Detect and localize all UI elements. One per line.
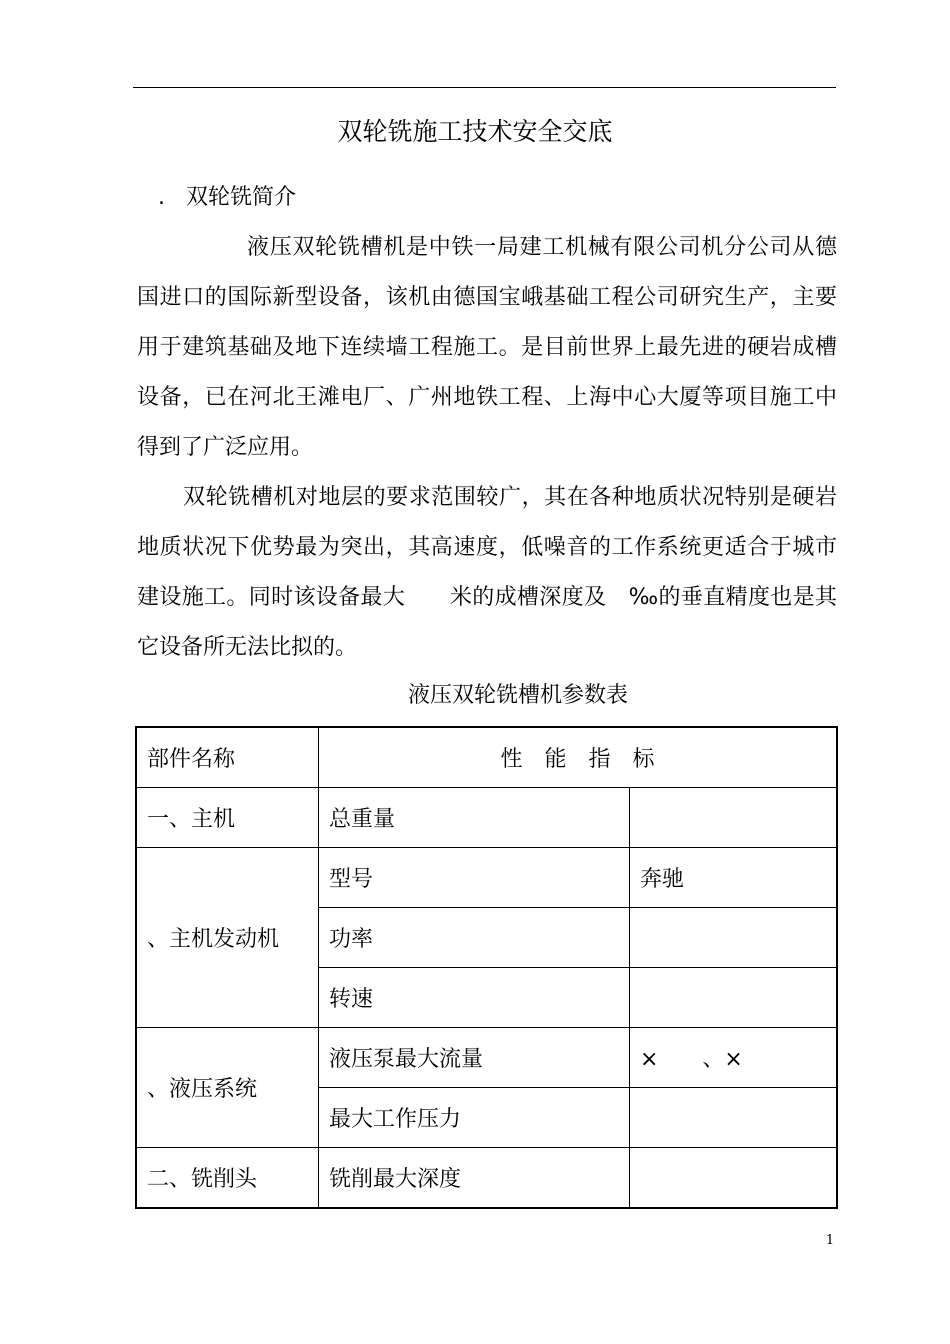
intro-paragraph: 液压双轮铣槽机是中铁一局建工机械有限公司机分公司从德国进口的国际新型设备，该机由德国宝峨基础工程公司研究生产，主要用于建筑基础及地下连续墙工程施工。是目前世界上最先进的硬岩成槽设备，已在河北王滩电厂、广州地铁工程、上海中心大厦等项目施工中得到了广泛应用。 xyxy=(137,235,837,460)
table-row xyxy=(136,1028,837,1088)
header-rule xyxy=(133,87,836,88)
item-max-cut-depth: 铣削最大深度 xyxy=(319,1148,630,1209)
header-performance: 性 能 指 标 xyxy=(319,727,838,788)
value-speed xyxy=(630,968,838,1028)
parameter-table xyxy=(135,726,838,1209)
item-max-pump-flow: 液压泵最大流量 xyxy=(319,1028,630,1088)
item-max-pressure: 最大工作压力 xyxy=(319,1088,630,1148)
row-label-engine: 、主机发动机 xyxy=(136,848,319,1028)
geology-paragraph: 双轮铣槽机对地层的要求范围较广，其在各种地质状况特别是硬岩地质状况下优势最为突出，其高速度，低噪音的工作系统更适合于城市建设施工。同时该设备最大 米的成槽深度及 ‰的垂直精度也是其它设备所无法比拟的。 xyxy=(137,485,837,660)
page-number: 1 xyxy=(825,1233,835,1248)
table-row xyxy=(136,1148,837,1209)
table-row xyxy=(136,848,837,908)
value-total-weight xyxy=(630,788,838,848)
item-model: 型号 xyxy=(319,848,630,908)
section-heading: . 双轮铣简介 xyxy=(158,185,296,210)
item-total-weight: 总重量 xyxy=(319,788,630,848)
item-power: 功率 xyxy=(319,908,630,968)
header-component: 部件名称 xyxy=(136,727,319,788)
value-model: 奔驰 xyxy=(630,848,838,908)
value-max-pump-flow: × 、× xyxy=(630,1028,838,1088)
table-row xyxy=(136,788,837,848)
table-header-row xyxy=(136,727,837,788)
value-max-pressure xyxy=(630,1088,838,1148)
value-max-cut-depth xyxy=(630,1148,838,1209)
document-title: 双轮铣施工技术安全交底 xyxy=(337,117,613,146)
table-caption: 液压双轮铣槽机参数表 xyxy=(407,683,628,708)
row-label-main-unit: 一、主机 xyxy=(136,788,319,848)
value-power xyxy=(630,908,838,968)
row-label-cutter: 二、铣削头 xyxy=(136,1148,319,1209)
item-speed: 转速 xyxy=(319,968,630,1028)
row-label-hydraulic: 、液压系统 xyxy=(136,1028,319,1148)
